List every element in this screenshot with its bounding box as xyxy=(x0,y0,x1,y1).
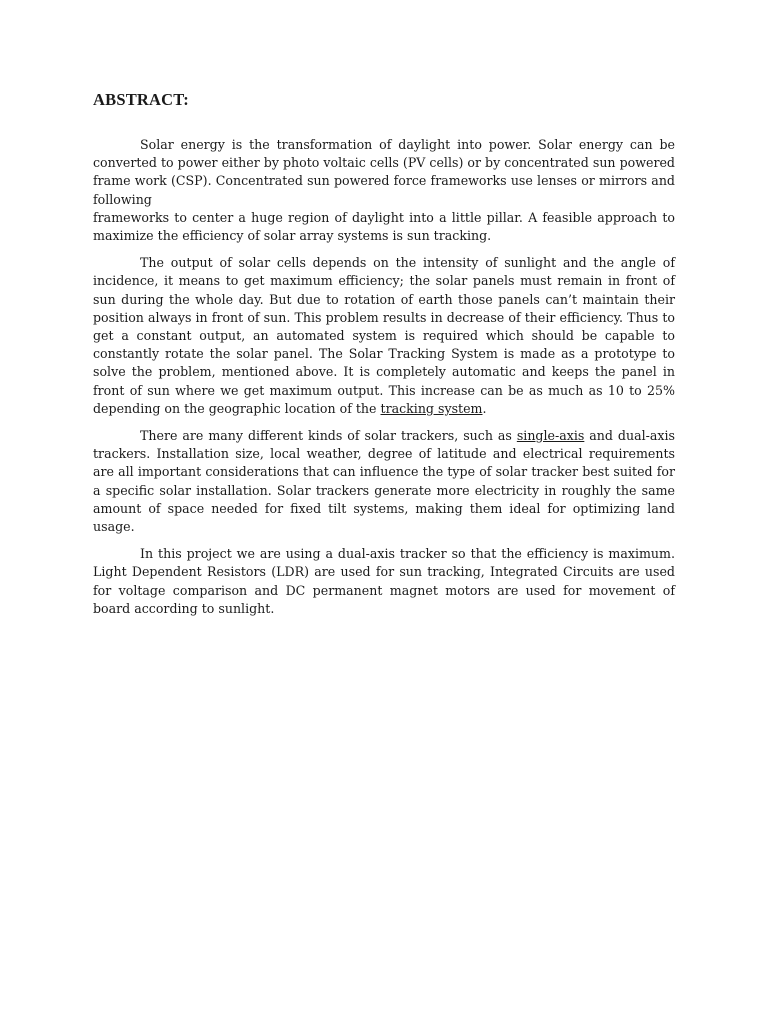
abstract-heading: ABSTRACT: xyxy=(93,90,189,109)
paragraph-3-text-end: and dual-axis trackers. Installation size, local weather, degree of latitude and electrical requirements are all important considerations that can influence the type of solar tracker best suited for a specific solar installation. Solar trackers generate more electricity in roughly the same amount of space needed for fixed tilt systems, making them ideal for optimizing land usage. xyxy=(93,428,675,535)
paragraph-4-text: In this project we are using a dual-axis tracker so that the efficiency is maximum. Light Dependent Resistors (LDR) are used for sun tracking, Integrated Circuits are used for voltage comparison and DC permanent magnet motors are used for movement of board according to sunlight. xyxy=(93,546,675,616)
paragraph-3 xyxy=(93,427,675,536)
paragraph-1-line: converted to power either by photo voltaic cells (PV cells) or by concentrated sun powered xyxy=(93,155,675,171)
paragraph-3-text-start: There are many different kinds of solar trackers, such as xyxy=(140,428,517,444)
paragraph-1-line: frame work (CSP). Concentrated sun powered force frameworks use lenses or mirrors and xyxy=(93,173,675,189)
paragraph-2-text: The output of solar cells depends on the intensity of sunlight and the angle of incidence, it means to get maximum efficiency; the solar panels must remain in front of sun during the whole day. But due to rotation of earth those panels can’t maintain their position always in front of sun. This problem results in decrease of their efficiency. Thus to get a constant output, an automated system is required which should be capable to constantly rotate the solar panel. The Solar Tracking System is made as a prototype to solve the problem, mentioned above. It is completely automatic and keeps the panel in front of sun where we get maximum output. This increase can be as much as 10 to 25% depending on the geographic location of the xyxy=(93,255,675,416)
paragraph-1-line: frameworks to center a huge region of daylight into a little pillar. A feasible approach to xyxy=(93,209,675,225)
paragraph-1-line: maximize the efficiency of solar array systems is sun tracking. xyxy=(93,228,492,244)
paragraph-1 xyxy=(93,136,675,245)
tracking-system-link[interactable]: tracking system xyxy=(380,400,483,416)
single-axis-link[interactable]: single-axis xyxy=(516,428,585,444)
paragraph-2-end: . xyxy=(482,400,487,416)
paragraph-1-line: Solar energy is the transformation of daylight into power. Solar energy can be xyxy=(140,137,675,152)
paragraph-1-line: following xyxy=(93,191,152,207)
paragraph-2 xyxy=(93,254,675,418)
paragraph-4 xyxy=(93,545,675,618)
abstract-body xyxy=(93,136,675,627)
